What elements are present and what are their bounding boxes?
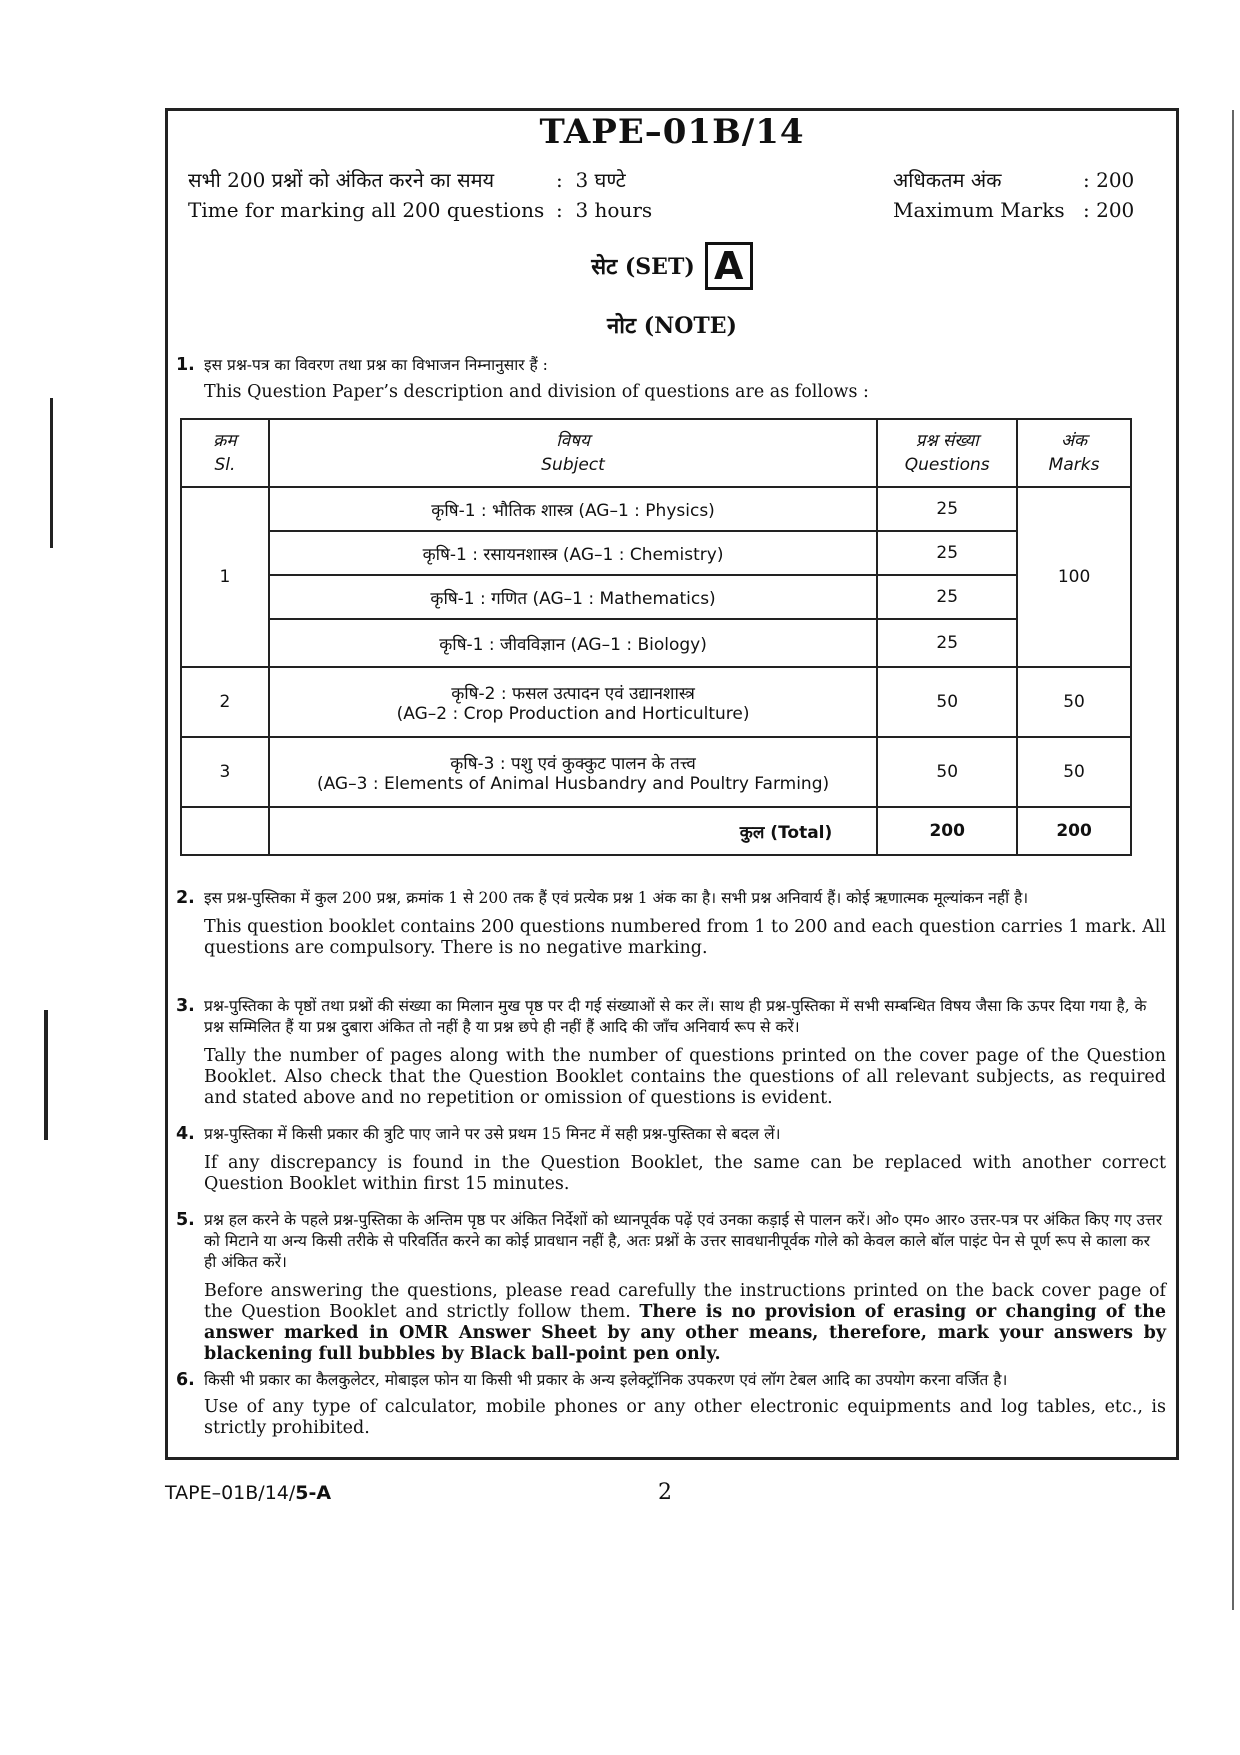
note-text-hi: इस प्रश्न-पुस्तिका में कुल 200 प्रश्न, क्रमांक 1 से 200 तक हैं एवं प्रत्येक प्रश्न 1 अंक का है। सभी प्रश्न अनिवार्य हैं। कोई ऋणात्मक मूल्यांकन नहीं है। (204, 889, 1029, 907)
scan-edge-right (1232, 110, 1234, 1610)
note-text-en: Use of any type of calculator, mobile phones or any other electronic equipments and log tables, etc., is strictly prohibited. (204, 1397, 1166, 1438)
cell-sl: 1 (181, 487, 269, 667)
note-item-5 (176, 1210, 1166, 1365)
time-en-value: 3 hours (575, 198, 653, 222)
footer-code: TAPE–01B/14/5-A (165, 1482, 332, 1504)
cell-subject: कृषि-1 : भौतिक शास्त्र (AG–1 : Physics) (269, 487, 877, 531)
note-text-hi: प्रश्न-पुस्तिका में किसी प्रकार की त्रुटि पाए जाने पर उसे प्रथम 15 मिनट में सही प्रश्न-पुस्तिका से बदल लें। (204, 1125, 781, 1143)
note-text-hi: प्रश्न हल करने के पहले प्रश्न-पुस्तिका के अन्तिम पृष्ठ पर अंकित निर्देशों को ध्यानपूर्वक पढ़ें एवं उनका कड़ाई से पालन करें। ओ० एम० आर० उत्तर-पत्र पर अंकित किए गए उत्तर को मिटाने या अन्य किसी तरीके से परिवर्तित करने का कोई प्रावधान नहीं है, अतः प्रश्नों के उत्तर सावधानीपूर्वक गोले को केवल काले बॉल पाइंट पेन से पूर्ण रूप से काला कर ही अंकित करें। (204, 1211, 1163, 1271)
note-text-en-plain: Before answering the questions, please read carefully the instructions printed on the back cover page of the Question Booklet and strictly follow them. (204, 1281, 1166, 1322)
time-en-label: Time for marking all 200 questions (188, 198, 545, 222)
total-label: कुल (Total) (269, 807, 877, 855)
time-hi-value: 3 घण्टे (575, 168, 626, 192)
marks-hi-label: अधिकतम अंक (893, 168, 1002, 192)
cell-subject: कृषि-1 : जीवविज्ञान (AG–1 : Biology) (269, 619, 877, 667)
note-item-6 (176, 1370, 1166, 1439)
table-row (181, 619, 1131, 667)
note-text-en (204, 1281, 1166, 1365)
note-item-4 (176, 1124, 1166, 1195)
note-text-hi: किसी भी प्रकार का कैलकुलेटर, मोबाइल फोन या किसी भी प्रकार के अन्य इलेक्ट्रॉनिक उपकरण एवं लॉग टेबल आदि का उपयोग करना वर्जित है। (204, 1371, 1008, 1389)
cell-marks: 50 (1017, 737, 1131, 807)
total-questions: 200 (877, 807, 1017, 855)
paper-code-title: TAPE–01B/14 (539, 112, 805, 152)
cell-sl: 2 (181, 667, 269, 737)
note-item-3 (176, 996, 1166, 1109)
note-text-en: If any discrepancy is found in the Question Booklet, the same can be replaced with another correct Question Booklet within first 15 minutes. (204, 1153, 1166, 1194)
time-hi-label: सभी 200 प्रश्नों को अंकित करने का समय (188, 168, 495, 192)
table-header-row (181, 419, 1131, 487)
set-badge: A (705, 242, 753, 290)
note-text-hi: प्रश्न-पुस्तिका के पृष्ठों तथा प्रश्नों की संख्या का मिलान मुख पृष्ठ पर दी गई संख्याओं से कर लें। साथ ही प्रश्न-पुस्तिका में सभी सम्बन्धित विषय जैसा कि ऊपर दिया गया है, के प्रश्न सम्मिलित हैं या प्रश्न दुबारा अंकित तो नहीं है या प्रश्न छपे ही नहीं हैं आदि की जाँच अनिवार्य रूप से करें। (204, 997, 1147, 1036)
cell-questions: 25 (877, 575, 1017, 619)
column-header-subject: विषय Subject (269, 419, 877, 487)
note-number: 2. (176, 888, 195, 908)
cell-questions: 25 (877, 619, 1017, 667)
note-heading: नोट (NOTE) (607, 313, 737, 339)
cell-subject: कृषि-1 : गणित (AG–1 : Mathematics) (269, 575, 877, 619)
marks-en-label: Maximum Marks (893, 198, 1065, 222)
table-row (181, 667, 1131, 737)
table-row (181, 575, 1131, 619)
note-number: 6. (176, 1370, 195, 1390)
note-number: 1. (176, 355, 195, 375)
scan-mark-left-lower (44, 1010, 48, 1140)
set-row (165, 242, 1179, 290)
total-marks: 200 (1017, 807, 1131, 855)
cell-empty (181, 807, 269, 855)
note-number: 3. (176, 996, 195, 1016)
cell-questions: 50 (877, 737, 1017, 807)
cell-questions: 25 (877, 487, 1017, 531)
cell-subject: कृषि-1 : रसायनशास्त्र (AG–1 : Chemistry) (269, 531, 877, 575)
note-text-en: This question booklet contains 200 questions numbered from 1 to 200 and each question carries 1 mark. All questions are compulsory. There is no negative marking. (204, 917, 1166, 958)
set-label: सेट (SET) (591, 254, 695, 280)
cell-sl: 3 (181, 737, 269, 807)
note-item-2 (176, 888, 1166, 959)
scan-mark-left (50, 398, 53, 548)
note-text-en-bold: There is no provision of erasing or changing of the answer marked in OMR Answer Sheet by any other means, therefore, mark your answers by blackening full bubbles by Black ball-point pen only. (204, 1302, 1166, 1364)
column-header-marks: अंक Marks (1017, 419, 1131, 487)
note-text-en: This Question Paper’s description and division of questions are as follows : (204, 382, 869, 402)
table-row (181, 487, 1131, 531)
note-item-1 (176, 355, 1166, 403)
note-number: 5. (176, 1210, 195, 1230)
note-text-hi: इस प्रश्न-पत्र का विवरण तथा प्रश्न का विभाजन निम्नानुसार हैं : (204, 356, 548, 374)
cell-marks: 100 (1017, 487, 1131, 667)
note-number: 4. (176, 1124, 195, 1144)
note-text-en: Tally the number of pages along with the number of questions printed on the cover page of the Question Booklet. Also check that the Question Booklet contains the questions of all relevant subjects, as required and stated above and no repetition or omission of questions is evident. (204, 1046, 1166, 1108)
table-row (181, 531, 1131, 575)
page-number: 2 (658, 1480, 672, 1505)
cell-questions: 50 (877, 667, 1017, 737)
marks-en-value: 200 (1096, 198, 1135, 222)
marks-hi-value: 200 (1096, 168, 1135, 192)
time-info: सभी 200 प्रश्नों को अंकित करने का समय : 3 घण्टे Time for marking all 200 questions : 3 hours (188, 165, 652, 225)
cell-subject: कृषि-3 : पशु एवं कुक्कुट पालन के तत्त्व (AG–3 : Elements of Animal Husbandry and Poultry Farming) (269, 737, 877, 807)
table-row (181, 737, 1131, 807)
table-total-row (181, 807, 1131, 855)
cell-marks: 50 (1017, 667, 1131, 737)
cell-subject: कृषि-2 : फसल उत्पादन एवं उद्यानशास्त्र (AG–2 : Crop Production and Horticulture) (269, 667, 877, 737)
cell-questions: 25 (877, 531, 1017, 575)
column-header-sl: क्रम Sl. (181, 419, 269, 487)
marks-info: अधिकतम अंक : 200 Maximum Marks : 200 (893, 165, 1134, 225)
column-header-questions: प्रश्न संख्या Questions (877, 419, 1017, 487)
question-distribution-table (180, 418, 1132, 856)
